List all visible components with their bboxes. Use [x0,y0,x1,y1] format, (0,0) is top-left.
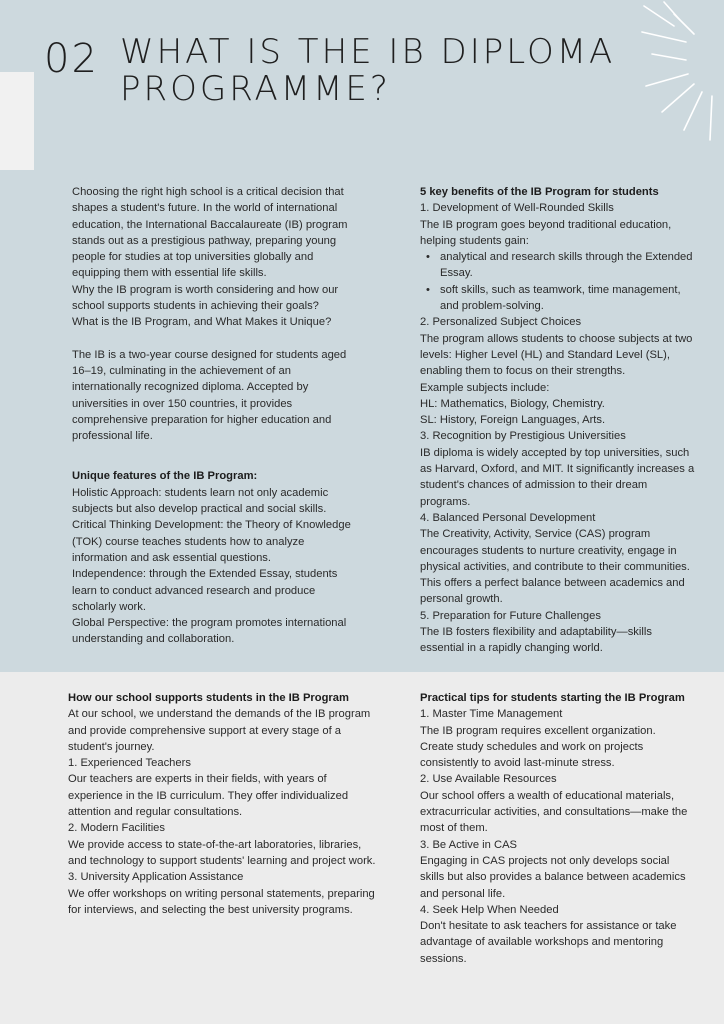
tip-text: Don't hesitate to ask teachers for assistance or take advantage of available workshops and mentoring sessions. [420,920,677,965]
intro-paragraph: Why the IB program is worth considering and how our school supports students in achieving their goals? [72,283,339,313]
benefit-text: The Creativity, Activity, Service (CAS) program encourages students to nurture creativity, engage in physical activities, and contribute to their communities. This offers a perfect balance between academics and personal growth. [420,528,690,606]
support-text: Our teachers are experts in their fields, with years of experience in the IB curriculum. They offer individualized attention and regular consultations. [68,773,349,819]
benefit-title: 4. Balanced Personal Development [420,511,596,524]
tip-text: Engaging in CAS projects not only develops social skills but also provides a balance between academics and personal life. [420,854,686,900]
benefits-heading: 5 key benefits of the IB Program for students [420,186,659,198]
benefit-title: 2. Personalized Subject Choices [420,316,582,329]
benefit-text: The program allows students to choose subjects at two levels: Higher Level (HL) and Standard Level (SL), enabling them to focus on their strengths. [420,332,693,378]
benefit-title: 3. Recognition by Prestigious Universities [420,430,626,443]
support-heading: How our school supports students in the IB Program [68,692,349,704]
unique-feature-item: Global Perspective: the program promotes international understanding and collaboration. [72,617,347,646]
tips-heading: Practical tips for students starting the IB Program [420,692,685,704]
benefit-text: HL: Mathematics, Biology, Chemistry. [420,397,605,410]
benefit-title: 1. Development of Well-Rounded Skills [420,202,614,215]
benefit-text: Example subjects include: [420,381,550,394]
unique-features-heading: Unique features of the IB Program: [72,470,258,483]
intro-paragraph: The IB is a two-year course designed for students aged 16–19, culminating in the achievement of an internationally recognized diploma. Accepted by universities in over 150 countries, it provides comprehensive preparation for higher education and professional life. [72,348,347,443]
unique-feature-item: Holistic Approach: students learn not only academic subjects but also develop practical and social skills. [72,486,329,516]
section-number: 02 [44,36,99,82]
support-text: We provide access to state-of-the-art laboratories, libraries, and technology to support students' learning and project work. [68,838,376,867]
tip-text: Our school offers a wealth of educational materials, extracurricular activities, and consultations—make the most of them. [420,789,688,835]
list-item: • soft skills, such as teamwork, time management, and problem-solving. [426,282,696,315]
support-column [68,690,380,918]
intro-paragraph: What is the IB Program, and What Makes it Unique? [72,316,332,329]
benefit-text: SL: History, Foreign Languages, Arts. [420,414,606,427]
side-accent-bar [0,72,34,170]
benefits-column [420,184,696,657]
benefit-bullet-list [420,249,696,314]
page-title: WHAT IS THE IB DIPLOMA PROGRAMME? [120,32,616,109]
benefit-text: The IB program goes beyond traditional education, helping students gain: [420,218,672,247]
tip-title: 1. Master Time Management [420,708,563,721]
benefit-title: 5. Preparation for Future Challenges [420,609,601,622]
intro-paragraph: Choosing the right high school is a critical decision that shapes a student's future. In the world of international education, the International Baccalaureate (IB) program stands out as a prestigious pathway, preparing young people for studies at top universities globally and equipping them with essential life skills. [72,186,348,280]
unique-feature-item: Independence: through the Extended Essay, students learn to conduct advanced research and produce scholarly work. [72,568,338,613]
support-text: We offer workshops on writing personal statements, preparing for interviews, and selecting the best university programs. [68,887,375,916]
list-item: • analytical and research skills through the Extended Essay. [426,249,696,282]
tip-title: 2. Use Available Resources [420,773,557,786]
benefit-text: IB diploma is widely accepted by top universities, such as Harvard, Oxford, and MIT. It significantly increases a student's chances of admission to their dream programs. [420,446,695,508]
intro-column [72,184,362,648]
benefit-text: The IB fosters flexibility and adaptability—skills essential in a rapidly changing world. [420,626,652,655]
support-title: 1. Experienced Teachers [68,757,191,770]
tip-title: 4. Seek Help When Needed [420,903,559,916]
support-title: 2. Modern Facilities [68,822,165,835]
tips-column [420,690,692,967]
tip-title: 3. Be Active in CAS [420,838,518,851]
support-title: 3. University Application Assistance [68,871,244,884]
tip-text: The IB program requires excellent organization. Create study schedules and work on projects consistently to avoid last-minute stress. [420,724,656,770]
support-text: At our school, we understand the demands of the IB program and provide comprehensive support at every stage of a student's journey. [68,708,371,753]
unique-feature-item: Critical Thinking Development: the Theory of Knowledge (TOK) course teaches students how to analyze information and ask essential questions. [72,519,351,564]
